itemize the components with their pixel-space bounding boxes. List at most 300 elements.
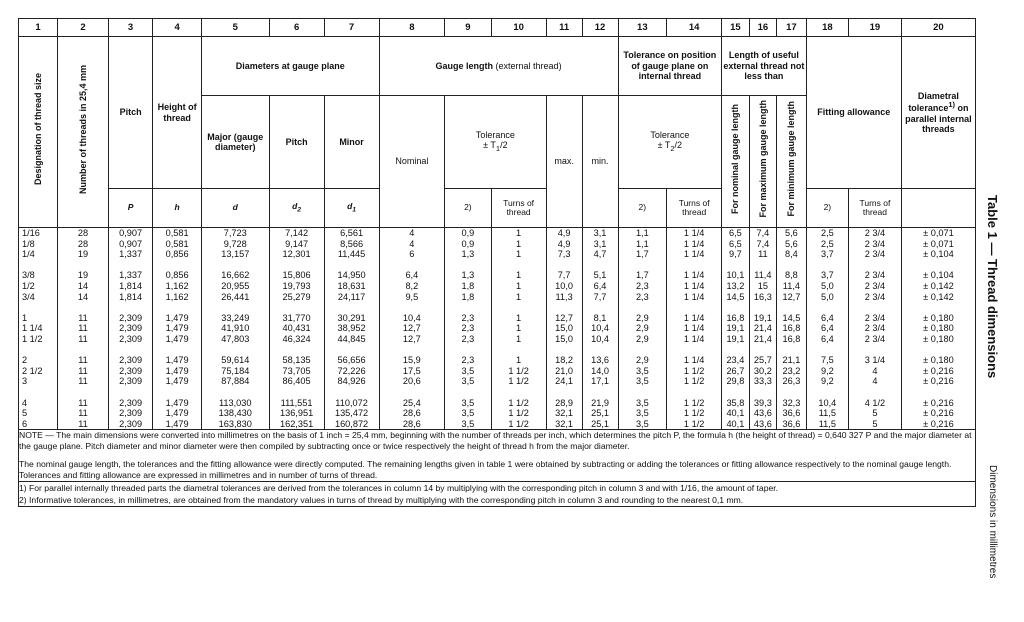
data-row: [19, 228, 976, 430]
table-value: 29,8: [726, 376, 745, 387]
table-value: 1 1/2: [508, 418, 529, 429]
column-number: 17: [777, 19, 807, 37]
table-value: 38,952: [337, 323, 366, 334]
table-value: 9,5: [405, 291, 419, 302]
table-value: 56,656: [337, 355, 366, 366]
table-value: 3/8: [22, 270, 35, 281]
group-spacer: [619, 345, 667, 356]
table-value: 1,479: [165, 365, 189, 376]
group-spacer: [667, 302, 721, 313]
table-value: ± 0,216: [923, 397, 954, 408]
table-value: 0,856: [165, 270, 189, 281]
tolerance-t1-turns-cell: [491, 228, 546, 430]
table-value: 1 1/4: [683, 228, 705, 238]
group-spacer: [849, 302, 901, 313]
table-value: 17,5: [402, 365, 421, 376]
group-spacer: [445, 302, 491, 313]
table-value: 59,614: [221, 355, 250, 366]
table-value: 1 1/4: [683, 238, 705, 249]
table-value: 1 1/4: [683, 249, 705, 260]
table-value: 2: [22, 355, 28, 366]
group-spacer: [750, 387, 776, 398]
table-value: 8,4: [785, 249, 798, 260]
group-spacer: [270, 345, 324, 356]
table-value: 8,8: [785, 270, 798, 281]
footnote-2: 2) Informative tolerances, in millimetres, are obtained from the mandatory values in turns of thread by multiplying with the corresponding pitch in column 3 and rounding to the nearest 0,1 mm.: [19, 495, 744, 506]
table-value: 5,6: [785, 238, 798, 249]
table-value: 25,279: [282, 291, 311, 302]
table-value: 6,4: [820, 333, 834, 344]
column-number: 8: [379, 19, 445, 37]
table-value: 0,907: [119, 238, 143, 249]
table-value: 5: [872, 418, 878, 429]
threads-per-inch-header: Number of threads in 25,4 mm: [58, 37, 109, 228]
table-value: 1 1/4: [22, 323, 43, 334]
group-spacer: [667, 345, 721, 356]
table-value: 7,4: [756, 228, 770, 238]
table-value: 1,3: [461, 270, 475, 281]
group-spacer: [583, 387, 618, 398]
table-value: 3,1: [593, 228, 607, 238]
pitch-diameter-cell: [269, 228, 324, 430]
group-spacer: [807, 387, 848, 398]
table-value: 4: [872, 376, 878, 387]
table-value: 8,1: [593, 312, 607, 323]
table-value: 15,0: [555, 323, 574, 334]
column-number: 13: [618, 19, 667, 37]
table-value: 14,0: [591, 365, 609, 376]
table-value: ± 0,180: [923, 312, 954, 323]
column-number: 7: [324, 19, 379, 37]
table-value: 1,479: [165, 323, 189, 334]
table-value: 7,723: [223, 228, 247, 238]
table-value: 1,479: [165, 312, 189, 323]
table-value: 11: [78, 333, 88, 344]
table-value: 2,9: [635, 333, 649, 344]
group-spacer: [22, 387, 57, 398]
table-value: 1: [516, 280, 522, 291]
table-value: 2 3/4: [864, 312, 886, 323]
footnote-2-ref: 2): [806, 189, 848, 228]
table-value: 19,793: [282, 280, 311, 291]
column-number: 16: [749, 19, 776, 37]
table-value: 1 1/2: [683, 365, 705, 376]
table-value: 28,6: [402, 418, 421, 429]
table-value: 1,8: [461, 280, 475, 291]
table-value: 9,2: [820, 365, 834, 376]
column-number: 1: [19, 19, 58, 37]
table-value: 28,6: [402, 408, 421, 419]
minor-cell: [324, 228, 379, 430]
table-value: 3,7: [820, 270, 834, 281]
table-value: 25,7: [753, 355, 772, 366]
table-value: 11: [78, 355, 88, 366]
note-computed-lengths: The nominal gauge length, the tolerances and the fitting allowance were directly computed. The remaining lengths given in table 1 were obtained by subtracting or adding the tolerances or fitting allowance respectively to the nominal gauge length. Tolerances and fitting allowance are expressed in millimetres and in number of turns of thread.: [19, 459, 952, 481]
table-value: 15,9: [402, 355, 421, 366]
table-value: 20,955: [221, 280, 250, 291]
nominal-header: Nominal: [379, 96, 445, 228]
table-value: 2,309: [119, 333, 143, 344]
table-value: 11,5: [818, 408, 836, 419]
group-spacer: [445, 345, 491, 356]
table-value: 8,566: [340, 238, 364, 249]
table-value: 1: [516, 270, 522, 281]
table-value: 2,309: [119, 397, 143, 408]
table-value: 11: [78, 323, 88, 334]
table-value: 33,249: [221, 312, 250, 323]
table-value: 2 3/4: [864, 238, 886, 249]
table-value: ± 0,216: [923, 365, 954, 376]
table-value: 2,3: [461, 333, 475, 344]
table-value: 110,072: [335, 397, 368, 408]
table-value: 33,3: [753, 376, 772, 387]
group-spacer: [445, 260, 491, 271]
table-value: 23,2: [782, 365, 801, 376]
column-number: 2: [58, 19, 109, 37]
table-value: ± 0,071: [923, 228, 954, 238]
turns-of-thread-header: Turns of thread: [849, 189, 902, 228]
table-value: 21,1: [782, 355, 801, 366]
group-spacer: [902, 345, 975, 356]
tolerance-t2-turns-cell: [667, 228, 722, 430]
table-value: 2,9: [635, 312, 649, 323]
table-value: 7,4: [756, 238, 770, 249]
group-spacer: [153, 345, 201, 356]
for-nominal-header: For nominal gauge length: [722, 96, 749, 228]
table-value: 2 3/4: [864, 291, 886, 302]
table-value: 1 1/4: [683, 323, 705, 334]
symbol-row: [19, 189, 976, 228]
diametral-tolerance-header: Diametral tolerance$^{1)}$ on parallel internal threads: [901, 37, 975, 189]
table-value: 14: [77, 280, 89, 291]
table-value: 3,5: [461, 408, 475, 419]
table-value: 1 1/2: [508, 397, 529, 408]
table-value: 35,8: [726, 397, 745, 408]
table-value: 0,9: [461, 228, 475, 238]
table-value: 135,472: [334, 408, 369, 419]
group-spacer: [109, 260, 152, 271]
table-value: ± 0,216: [923, 376, 954, 387]
minor-diameter-header: Minor: [324, 96, 379, 189]
symbol-d2: $d_2$: [269, 189, 324, 228]
table-value: 113,030: [218, 397, 252, 408]
table-value: 0,581: [165, 238, 189, 249]
table-title: Table 1 — Thread dimensions: [985, 195, 1000, 379]
table-value: 25,4: [402, 397, 421, 408]
table-value: 10,4: [591, 323, 609, 334]
table-value: 36,6: [782, 418, 801, 429]
table-value: 1 1/2: [683, 376, 705, 387]
table-value: 9,728: [223, 238, 247, 249]
group-spacer: [807, 260, 848, 271]
table-value: 6,5: [728, 228, 742, 238]
table-value: 3,5: [635, 397, 649, 408]
column-number: 9: [445, 19, 492, 37]
footnote-1: 1) For parallel internally threaded parts the diametral tolerances are derived from the tolerances in column 14 by multiplying with the corresponding pitch in column 3 and with 1/16, the amount of taper.: [19, 483, 779, 494]
table-value: 0,9: [461, 238, 475, 249]
tolerance-t1-mm-cell: [445, 228, 492, 430]
table-value: 11: [78, 312, 88, 323]
group-spacer: [202, 302, 269, 313]
group-spacer: [722, 302, 748, 313]
height-header: Height of thread: [153, 37, 202, 189]
column-number: 3: [108, 19, 152, 37]
table-value: 0,907: [119, 228, 143, 238]
table-value: 16,8: [782, 333, 801, 344]
group-spacer: [270, 302, 324, 313]
group-spacer: [902, 387, 975, 398]
group-spacer: [202, 387, 269, 398]
table-value: 1,479: [165, 333, 189, 344]
group-spacer: [777, 260, 806, 271]
table-value: 7,7: [593, 291, 607, 302]
group-spacer: [58, 302, 108, 313]
group-spacer: [58, 260, 108, 271]
table-value: 13,157: [221, 249, 250, 260]
table-value: 1,814: [119, 291, 143, 302]
group-spacer: [777, 387, 806, 398]
fitting-allowance-header: Fitting allowance: [806, 37, 901, 189]
table-value: 2,9: [635, 323, 649, 334]
table-value: 2,5: [820, 238, 834, 249]
table-value: 2,3: [461, 323, 475, 334]
notes-row: [19, 430, 976, 482]
group-spacer: [777, 302, 806, 313]
table-value: 4,9: [557, 238, 571, 249]
table-value: 6,4: [593, 280, 607, 291]
group-spacer: [547, 302, 582, 313]
tolerance-t1-header: Tolerance ± $T_1/2$: [445, 96, 547, 189]
table-value: 14,5: [726, 291, 745, 302]
table-value: ± 0,216: [923, 418, 954, 429]
table-value: 1,479: [165, 355, 189, 366]
table-value: 11,3: [555, 291, 573, 302]
table-value: 5: [872, 408, 878, 419]
group-spacer: [325, 302, 379, 313]
table-value: 4,9: [557, 228, 571, 238]
group-spacer: [849, 387, 901, 398]
table-value: 7,7: [557, 270, 571, 281]
column-number: 10: [491, 19, 546, 37]
table-value: 5,1: [593, 270, 607, 281]
table-value: 11: [78, 408, 88, 419]
table-value: 10,4: [402, 312, 421, 323]
table-value: ± 0,180: [923, 333, 954, 344]
table-value: 1,1: [635, 238, 649, 249]
table-value: 1 1/4: [683, 280, 705, 291]
column-number: 14: [667, 19, 722, 37]
table-value: 19,1: [753, 312, 772, 323]
group-spacer: [325, 345, 379, 356]
group-spacer: [750, 345, 776, 356]
table-value: 40,1: [726, 418, 745, 429]
diametral-tolerance-symbol-cell: [901, 189, 975, 228]
column-number: 11: [546, 19, 582, 37]
table-value: 1/8: [22, 238, 35, 249]
turns-of-thread-header: Turns of thread: [491, 189, 546, 228]
table-value: 4 1/2: [864, 397, 886, 408]
table-value: 1,162: [165, 291, 189, 302]
major-cell: [201, 228, 269, 430]
group-spacer: [270, 260, 324, 271]
column-number: 19: [849, 19, 902, 37]
table-value: 5,0: [820, 280, 834, 291]
table-value: 21,0: [555, 365, 574, 376]
group-spacer: [492, 260, 546, 271]
column-number: 15: [722, 19, 749, 37]
table-value: 11,5: [818, 418, 836, 429]
group-spacer: [325, 260, 379, 271]
table-value: 4: [409, 228, 415, 238]
table-value: ± 0,142: [923, 291, 954, 302]
table-value: 1,162: [165, 280, 189, 291]
table-value: 1 1/4: [683, 355, 705, 366]
table-value: 32,1: [555, 408, 574, 419]
group-spacer: [380, 302, 445, 313]
table-value: 2,3: [461, 312, 475, 323]
table-value: 5,6: [785, 228, 798, 238]
symbol-p: P: [108, 189, 152, 228]
table-value: 16,662: [221, 270, 250, 281]
table-value: 15,0: [555, 333, 574, 344]
table-value: 16,8: [782, 323, 801, 334]
table-value: 1 1/4: [683, 270, 705, 281]
table-value: 1,3: [461, 249, 475, 260]
table-value: 1: [516, 323, 522, 334]
footnote-2-ref: 2): [445, 189, 492, 228]
group-spacer: [722, 345, 748, 356]
table-value: 44,845: [337, 333, 366, 344]
table-value: 1/2: [22, 280, 35, 291]
table-value: 6: [22, 418, 28, 429]
table-value: 21,4: [753, 323, 772, 334]
table-value: 1,479: [165, 408, 189, 419]
table-value: 28,9: [555, 397, 574, 408]
max-header: max.: [546, 96, 582, 228]
table-value: 46,324: [282, 333, 311, 344]
group-spacer: [58, 387, 108, 398]
table-value: 3,5: [635, 376, 649, 387]
table-value: 3,5: [635, 365, 649, 376]
group-spacer: [902, 302, 975, 313]
table-value: 6,561: [340, 228, 364, 238]
footnotes-cell: [19, 482, 976, 507]
footnotes-row: [19, 482, 976, 507]
symbol-d1: $d_1$: [324, 189, 379, 228]
table-value: 14: [77, 291, 89, 302]
tolerance-t2-mm-cell: [618, 228, 667, 430]
table-value: 23,4: [726, 355, 745, 366]
table-value: 1/16: [22, 228, 40, 238]
group-spacer: [109, 387, 152, 398]
group-spacer: [849, 260, 901, 271]
table-value: 2,3: [635, 280, 649, 291]
table-value: 6,4: [820, 312, 834, 323]
table-value: 1 1/2: [508, 408, 529, 419]
table-value: 3,5: [461, 365, 475, 376]
table-value: 2,309: [119, 312, 143, 323]
table-value: 1,8: [461, 291, 475, 302]
table-value: 1,814: [119, 280, 143, 291]
table-value: 2,3: [635, 291, 649, 302]
table-value: 1,7: [635, 270, 649, 281]
table-value: 6,4: [405, 270, 419, 281]
table-value: 17,1: [591, 376, 609, 387]
table-value: 25,1: [591, 408, 609, 419]
table-value: ± 0,104: [923, 249, 954, 260]
group-spacer: [153, 387, 201, 398]
notes-cell: [19, 430, 976, 482]
fitting-turns-cell: [849, 228, 902, 430]
group-spacer: [583, 302, 618, 313]
table-value: 75,184: [221, 365, 250, 376]
table-value: ± 0,216: [923, 408, 954, 419]
table-value: 3,5: [635, 408, 649, 419]
table-value: 15,806: [282, 270, 311, 281]
table-value: ± 0,071: [923, 238, 954, 249]
table-value: 2 3/4: [864, 323, 886, 334]
table-value: 0,581: [165, 228, 189, 238]
units-label: Dimensions in millimetres: [987, 465, 998, 579]
table-value: 1,337: [119, 270, 143, 281]
table-value: 1 1/2: [508, 376, 529, 387]
table-value: 1 1/2: [683, 397, 705, 408]
table-value: 163,830: [218, 418, 252, 429]
height-cell: [153, 228, 202, 430]
table-value: 1,337: [119, 249, 143, 260]
group-spacer: [325, 387, 379, 398]
gauge-min-cell: [582, 228, 618, 430]
designation-header: Designation of thread size: [19, 37, 58, 228]
table-value: 1: [516, 312, 522, 323]
table-value: 2,309: [119, 408, 143, 419]
table-value: 6,5: [728, 238, 742, 249]
table-value: 86,405: [282, 376, 311, 387]
table-value: 2,9: [635, 355, 649, 366]
group-spacer: [22, 260, 57, 271]
table-value: 1 1/2: [683, 418, 705, 429]
footnote-2-ref: 2): [618, 189, 667, 228]
table-value: 9,2: [820, 376, 834, 387]
table-value: 9,147: [285, 238, 309, 249]
group-spacer: [492, 387, 546, 398]
group-spacer: [667, 260, 721, 271]
table-value: 26,7: [726, 365, 745, 376]
column-number: 5: [201, 19, 269, 37]
group-spacer: [270, 387, 324, 398]
table-value: 18,631: [337, 280, 366, 291]
table-value: ± 0,180: [923, 355, 954, 366]
group-spacer: [22, 302, 57, 313]
table-value: 11,4: [754, 270, 772, 281]
table-value: 7,5: [820, 355, 834, 366]
group-spacer: [22, 345, 57, 356]
table-value: 2,309: [119, 376, 143, 387]
for-maximum-header: For maximum gauge length: [749, 96, 776, 228]
table-value: 10,0: [555, 280, 574, 291]
column-number: 20: [901, 19, 975, 37]
table-value: 13,6: [591, 355, 609, 366]
diameters-group-header: Diameters at gauge plane: [201, 37, 379, 96]
table-value: 1,7: [635, 249, 649, 260]
group-spacer: [109, 345, 152, 356]
turns-of-thread-header: Turns of thread: [667, 189, 722, 228]
table-value: 19: [77, 270, 89, 281]
thread-dimensions-table: [18, 18, 976, 507]
table-value: 84,926: [337, 376, 366, 387]
tolerance-t2-header: Tolerance ± $T_2/2$: [618, 96, 722, 189]
table-value: 7,3: [557, 249, 571, 260]
